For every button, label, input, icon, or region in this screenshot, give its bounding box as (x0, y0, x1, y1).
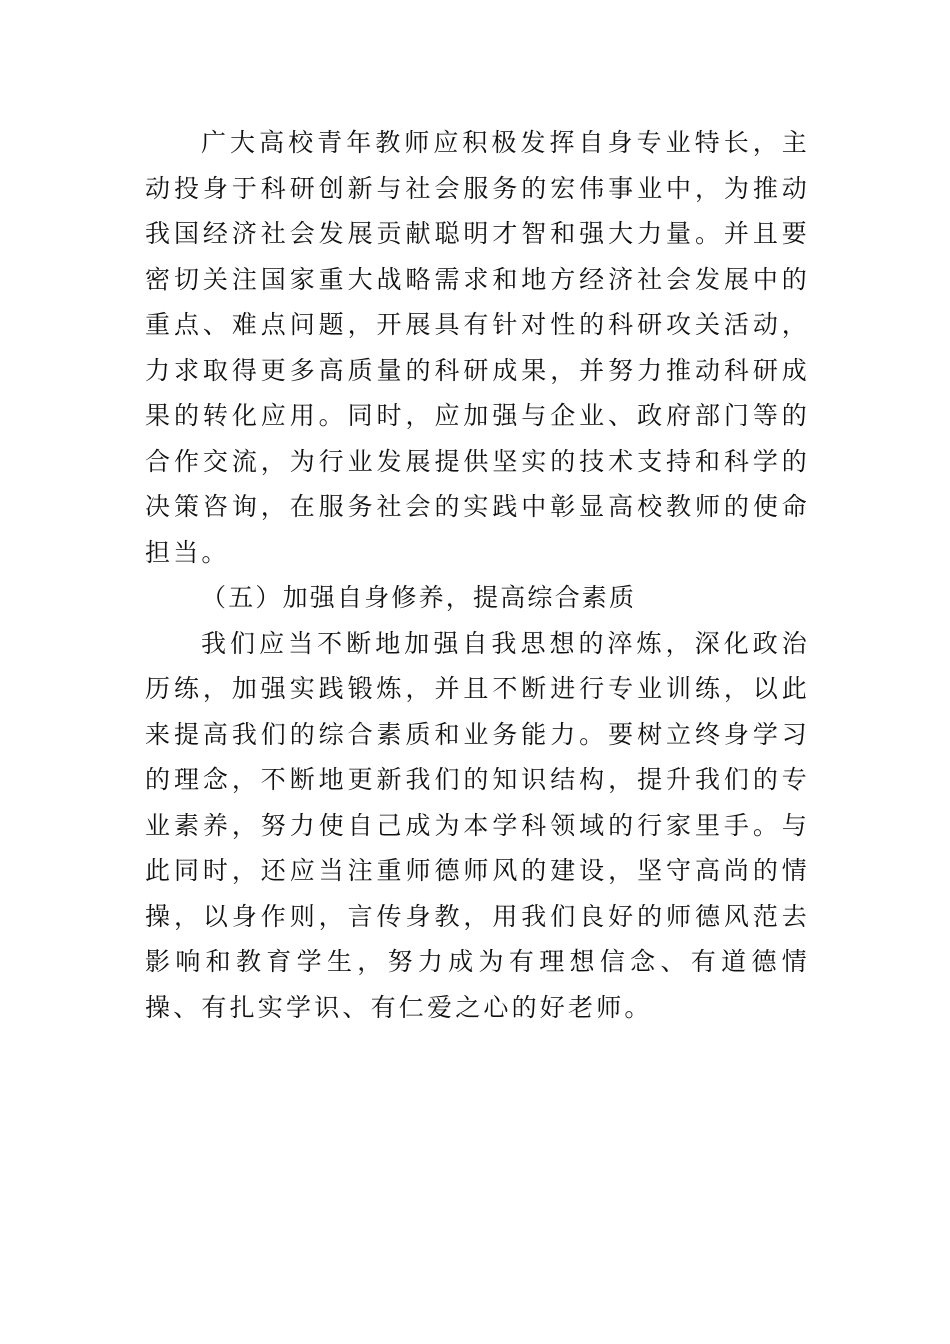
section-heading: （五）加强自身修养，提高综合素质 (201, 583, 637, 612)
document-content (145, 120, 810, 1030)
body-paragraph-1: 广大高校青年教师应积极发挥自身专业特长，主动投身于科研创新与社会服务的宏伟事业中，为推动我国经济社会发展贡献聪明才智和强大力量。并且要密切关注国家重大战略需求和地方经济社会发展中的重点、难点问题，开展具有针对性的科研攻关活动，力求取得更多高质量的科研成果，并努力推动科研成果的转化应用。同时，应加强与企业、政府部门等的合作交流，为行业发展提供坚实的技术支持和科学的决策咨询，在服务社会的实践中彰显高校教师的使命担当。 (145, 128, 810, 567)
body-paragraph-2: 我们应当不断地加强自我思想的淬炼，深化政治历练，加强实践锻炼，并且不断进行专业训练，以此来提高我们的综合素质和业务能力。要树立终身学习的理念，不断地更新我们的知识结构，提升我们的专业素养，努力使自己成为本学科领域的行家里手。与此同时，还应当注重师德师风的建设，坚守高尚的情操，以身作则，言传身教，用我们良好的师德风范去影响和教育学生，努力成为有理想信念、有道德情操、有扎实学识、有仁爱之心的好老师。 (145, 628, 810, 1022)
